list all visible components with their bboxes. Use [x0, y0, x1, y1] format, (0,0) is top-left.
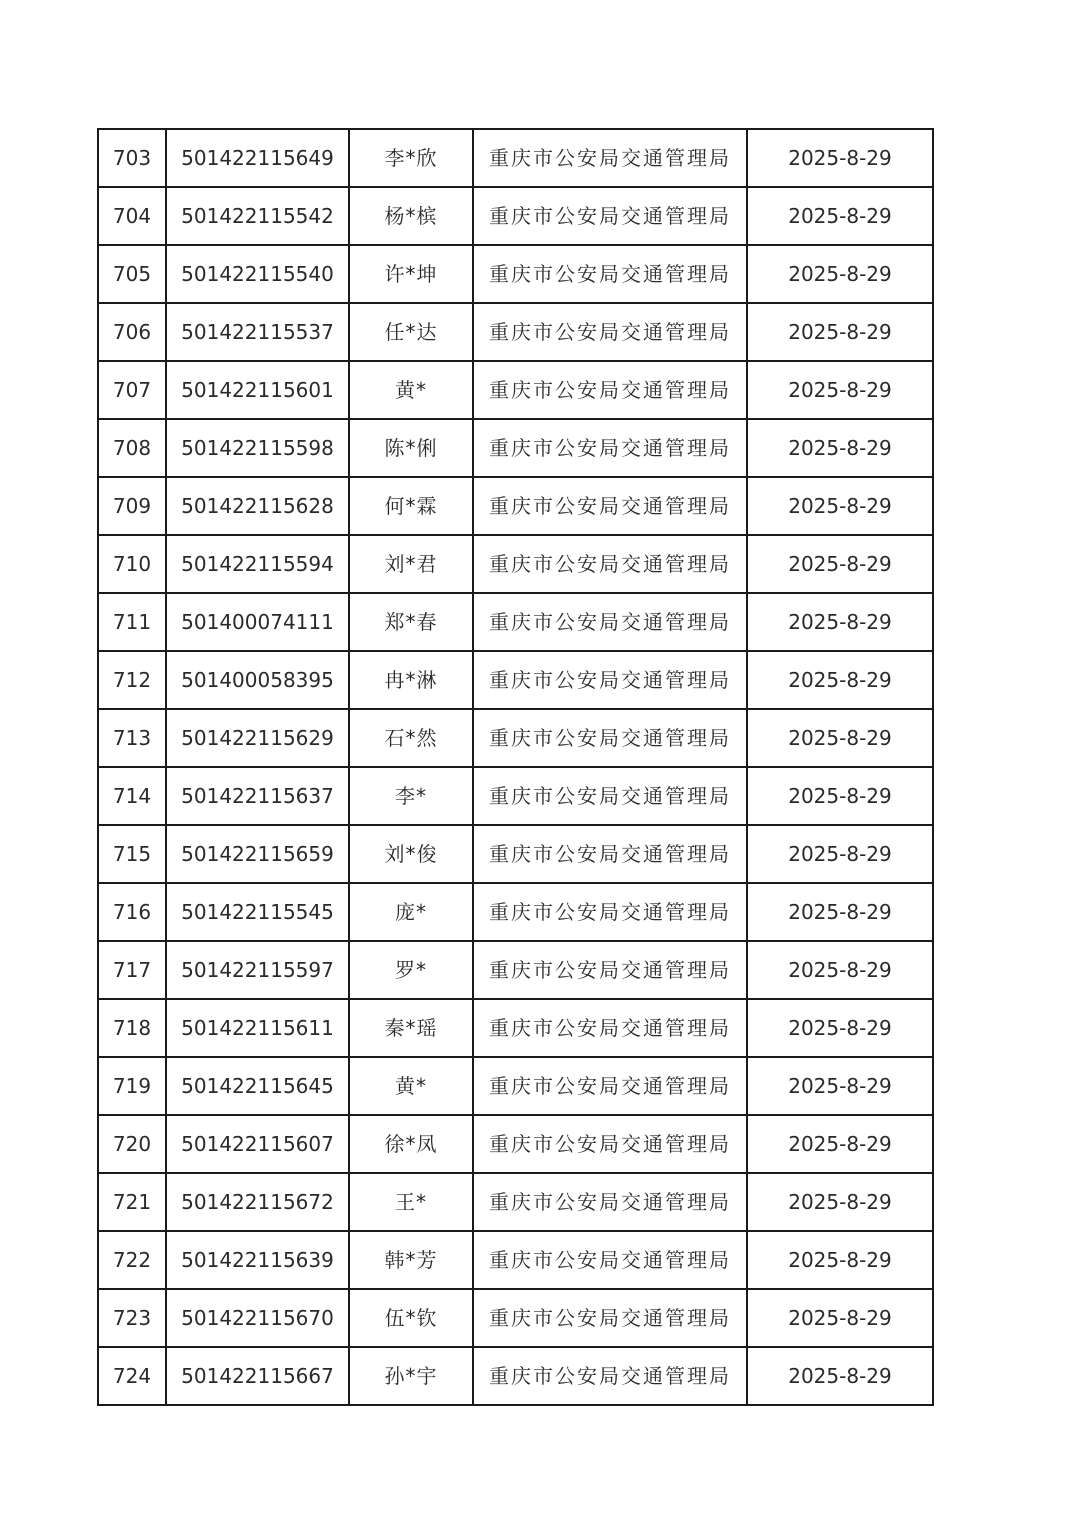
table-row — [98, 1231, 933, 1289]
date-cell: 2025-8-29 — [747, 1347, 933, 1405]
organization-cell: 重庆市公安局交通管理局 — [473, 245, 747, 303]
organization-cell: 重庆市公安局交通管理局 — [473, 941, 747, 999]
date-cell: 2025-8-29 — [747, 593, 933, 651]
date-cell: 2025-8-29 — [747, 187, 933, 245]
date-cell: 2025-8-29 — [747, 535, 933, 593]
row-index-cell: 721 — [98, 1173, 166, 1231]
organization-cell: 重庆市公安局交通管理局 — [473, 1173, 747, 1231]
record-number-cell: 501422115607 — [166, 1115, 349, 1173]
row-index-cell: 714 — [98, 767, 166, 825]
row-index-cell: 713 — [98, 709, 166, 767]
record-number-cell: 501422115649 — [166, 129, 349, 187]
table-row — [98, 709, 933, 767]
date-cell: 2025-8-29 — [747, 245, 933, 303]
date-cell: 2025-8-29 — [747, 419, 933, 477]
date-cell: 2025-8-29 — [747, 361, 933, 419]
organization-cell: 重庆市公安局交通管理局 — [473, 129, 747, 187]
record-number-cell: 501422115628 — [166, 477, 349, 535]
row-index-cell: 722 — [98, 1231, 166, 1289]
organization-cell: 重庆市公安局交通管理局 — [473, 767, 747, 825]
record-number-cell: 501422115645 — [166, 1057, 349, 1115]
date-cell: 2025-8-29 — [747, 651, 933, 709]
person-name-cell: 韩*芳 — [349, 1231, 473, 1289]
table-row — [98, 187, 933, 245]
record-number-cell: 501422115672 — [166, 1173, 349, 1231]
records-table — [97, 128, 934, 1406]
row-index-cell: 719 — [98, 1057, 166, 1115]
row-index-cell: 717 — [98, 941, 166, 999]
table-row — [98, 477, 933, 535]
date-cell: 2025-8-29 — [747, 1057, 933, 1115]
row-index-cell: 712 — [98, 651, 166, 709]
person-name-cell: 杨*槟 — [349, 187, 473, 245]
row-index-cell: 711 — [98, 593, 166, 651]
organization-cell: 重庆市公安局交通管理局 — [473, 709, 747, 767]
record-number-cell: 501400058395 — [166, 651, 349, 709]
person-name-cell: 许*坤 — [349, 245, 473, 303]
person-name-cell: 徐*凤 — [349, 1115, 473, 1173]
table-row — [98, 1115, 933, 1173]
person-name-cell: 黄* — [349, 1057, 473, 1115]
person-name-cell: 郑*春 — [349, 593, 473, 651]
organization-cell: 重庆市公安局交通管理局 — [473, 361, 747, 419]
table-row — [98, 1173, 933, 1231]
row-index-cell: 724 — [98, 1347, 166, 1405]
table-row — [98, 999, 933, 1057]
table-row — [98, 767, 933, 825]
organization-cell: 重庆市公安局交通管理局 — [473, 1289, 747, 1347]
record-number-cell: 501422115540 — [166, 245, 349, 303]
organization-cell: 重庆市公安局交通管理局 — [473, 477, 747, 535]
person-name-cell: 王* — [349, 1173, 473, 1231]
person-name-cell: 黄* — [349, 361, 473, 419]
table-row — [98, 535, 933, 593]
row-index-cell: 703 — [98, 129, 166, 187]
organization-cell: 重庆市公安局交通管理局 — [473, 999, 747, 1057]
record-number-cell: 501422115667 — [166, 1347, 349, 1405]
organization-cell: 重庆市公安局交通管理局 — [473, 1231, 747, 1289]
date-cell: 2025-8-29 — [747, 303, 933, 361]
organization-cell: 重庆市公安局交通管理局 — [473, 651, 747, 709]
table-row — [98, 1289, 933, 1347]
person-name-cell: 庞* — [349, 883, 473, 941]
date-cell: 2025-8-29 — [747, 709, 933, 767]
organization-cell: 重庆市公安局交通管理局 — [473, 419, 747, 477]
row-index-cell: 716 — [98, 883, 166, 941]
table-row — [98, 1057, 933, 1115]
record-number-cell: 501422115611 — [166, 999, 349, 1057]
record-number-cell: 501422115545 — [166, 883, 349, 941]
record-number-cell: 501422115594 — [166, 535, 349, 593]
organization-cell: 重庆市公安局交通管理局 — [473, 535, 747, 593]
record-number-cell: 501422115639 — [166, 1231, 349, 1289]
date-cell: 2025-8-29 — [747, 999, 933, 1057]
table-row — [98, 883, 933, 941]
organization-cell: 重庆市公安局交通管理局 — [473, 1115, 747, 1173]
record-number-cell: 501422115542 — [166, 187, 349, 245]
table-row — [98, 651, 933, 709]
organization-cell: 重庆市公安局交通管理局 — [473, 825, 747, 883]
table-row — [98, 941, 933, 999]
record-number-cell: 501422115659 — [166, 825, 349, 883]
row-index-cell: 720 — [98, 1115, 166, 1173]
date-cell: 2025-8-29 — [747, 825, 933, 883]
person-name-cell: 任*达 — [349, 303, 473, 361]
record-number-cell: 501400074111 — [166, 593, 349, 651]
date-cell: 2025-8-29 — [747, 1115, 933, 1173]
record-number-cell: 501422115537 — [166, 303, 349, 361]
organization-cell: 重庆市公安局交通管理局 — [473, 303, 747, 361]
row-index-cell: 718 — [98, 999, 166, 1057]
table-row — [98, 825, 933, 883]
record-number-cell: 501422115597 — [166, 941, 349, 999]
organization-cell: 重庆市公安局交通管理局 — [473, 593, 747, 651]
table-row — [98, 593, 933, 651]
person-name-cell: 李* — [349, 767, 473, 825]
table-row — [98, 419, 933, 477]
row-index-cell: 723 — [98, 1289, 166, 1347]
organization-cell: 重庆市公安局交通管理局 — [473, 187, 747, 245]
date-cell: 2025-8-29 — [747, 767, 933, 825]
person-name-cell: 陈*俐 — [349, 419, 473, 477]
record-number-cell: 501422115598 — [166, 419, 349, 477]
person-name-cell: 冉*淋 — [349, 651, 473, 709]
row-index-cell: 710 — [98, 535, 166, 593]
person-name-cell: 石*然 — [349, 709, 473, 767]
person-name-cell: 刘*俊 — [349, 825, 473, 883]
table-row — [98, 303, 933, 361]
record-number-cell: 501422115601 — [166, 361, 349, 419]
row-index-cell: 705 — [98, 245, 166, 303]
table-row — [98, 129, 933, 187]
row-index-cell: 709 — [98, 477, 166, 535]
date-cell: 2025-8-29 — [747, 129, 933, 187]
date-cell: 2025-8-29 — [747, 941, 933, 999]
row-index-cell: 707 — [98, 361, 166, 419]
date-cell: 2025-8-29 — [747, 883, 933, 941]
row-index-cell: 706 — [98, 303, 166, 361]
organization-cell: 重庆市公安局交通管理局 — [473, 1347, 747, 1405]
person-name-cell: 李*欣 — [349, 129, 473, 187]
date-cell: 2025-8-29 — [747, 1231, 933, 1289]
record-number-cell: 501422115637 — [166, 767, 349, 825]
table-row — [98, 1347, 933, 1405]
person-name-cell: 孙*宇 — [349, 1347, 473, 1405]
record-number-cell: 501422115670 — [166, 1289, 349, 1347]
person-name-cell: 秦*瑶 — [349, 999, 473, 1057]
table-row — [98, 361, 933, 419]
date-cell: 2025-8-29 — [747, 1289, 933, 1347]
date-cell: 2025-8-29 — [747, 1173, 933, 1231]
person-name-cell: 罗* — [349, 941, 473, 999]
organization-cell: 重庆市公安局交通管理局 — [473, 1057, 747, 1115]
record-number-cell: 501422115629 — [166, 709, 349, 767]
person-name-cell: 刘*君 — [349, 535, 473, 593]
row-index-cell: 708 — [98, 419, 166, 477]
row-index-cell: 704 — [98, 187, 166, 245]
person-name-cell: 何*霖 — [349, 477, 473, 535]
organization-cell: 重庆市公安局交通管理局 — [473, 883, 747, 941]
records-table-body — [98, 129, 933, 1405]
row-index-cell: 715 — [98, 825, 166, 883]
table-row — [98, 245, 933, 303]
person-name-cell: 伍*钦 — [349, 1289, 473, 1347]
date-cell: 2025-8-29 — [747, 477, 933, 535]
